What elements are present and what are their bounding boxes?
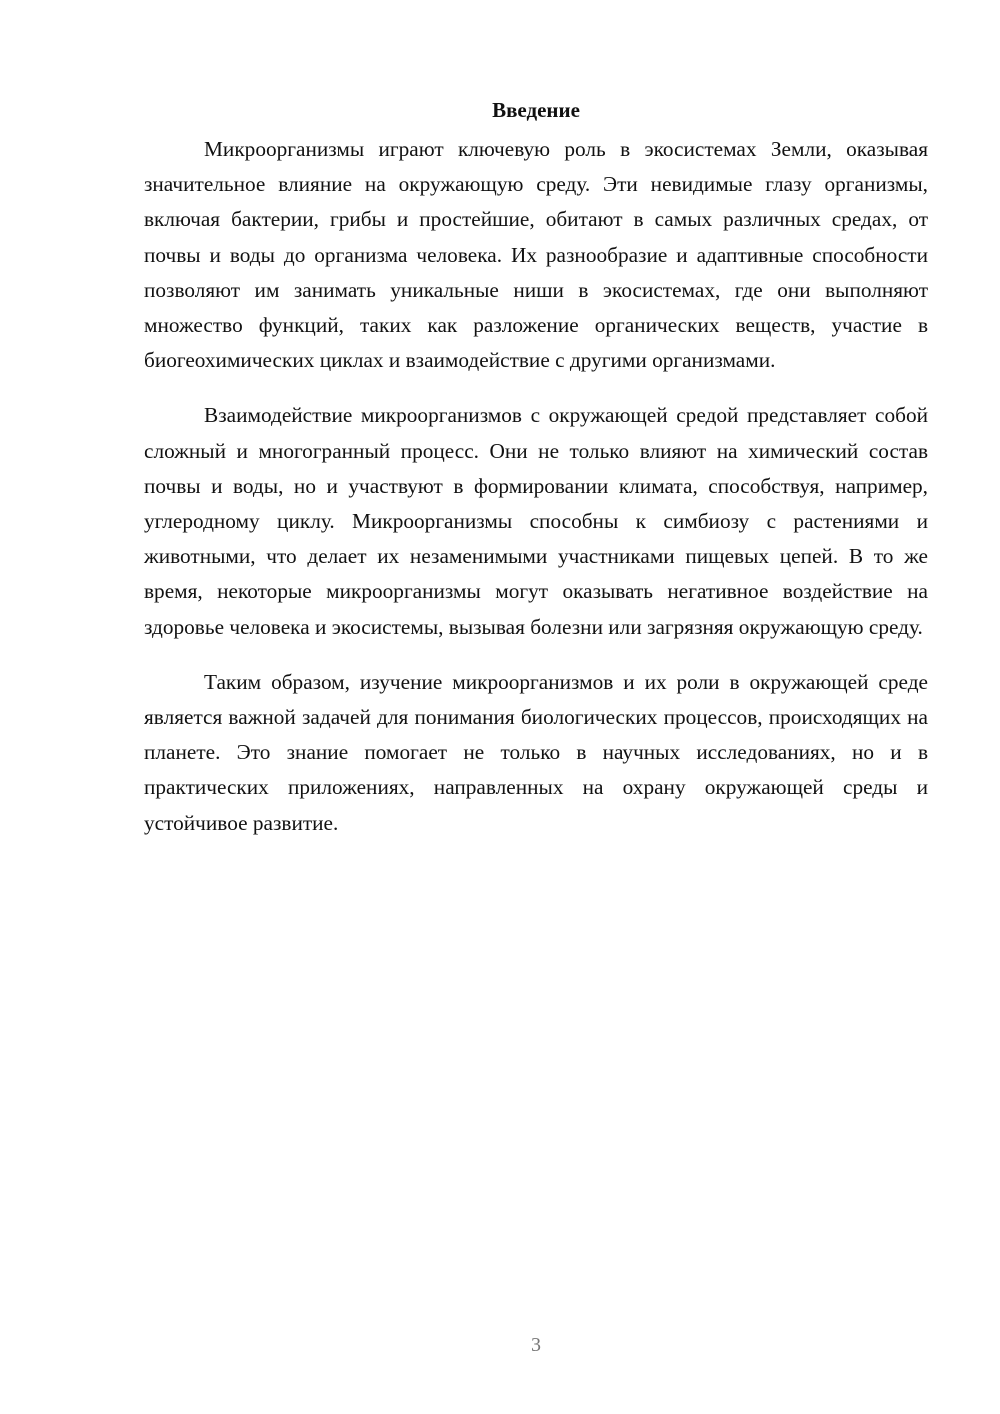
paragraph-2: Взаимодействие микроорганизмов с окружающей средой представляет собой сложный и многогранный процесс. Они не только влияют на химический состав почвы и воды, но и участвуют в формировании климата, способствуя, например, углеродному циклу. Микроорганизмы способны к симбиозу с растениями и животными, что делает их незаменимыми участниками пищевых цепей. В то же время, некоторые микроорганизмы могут оказывать негативное воздействие на здоровье человека и экосистемы, вызывая болезни или загрязняя окружающую среду.	[144, 403, 928, 639]
page-number: 3	[531, 1334, 541, 1356]
paragraph-1: Микроорганизмы играют ключевую роль в экосистемах Земли, оказывая значительное влияние на окружающую среду. Эти невидимые глазу организмы, включая бактерии, грибы и простейшие, обитают в самых различных средах, от почвы и воды до организма человека. Их разнообразие и адаптивные способности позволяют им занимать уникальные ниши в экосистемах, где они выполняют множество функций, таких как разложение органических веществ, участие в биогеохимических циклах и взаимодействие с другими организмами.	[144, 137, 928, 373]
section-heading: Введение	[492, 98, 580, 122]
page-content	[144, 94, 928, 861]
paragraph-3: Таким образом, изучение микроорганизмов и их роли в окружающей среде является важной задачей для понимания биологических процессов, происходящих на планете. Это знание помогает не только в научных исследованиях, но и в практических приложениях, направленных на охрану окружающей среды и устойчивое развитие.	[144, 669, 928, 835]
